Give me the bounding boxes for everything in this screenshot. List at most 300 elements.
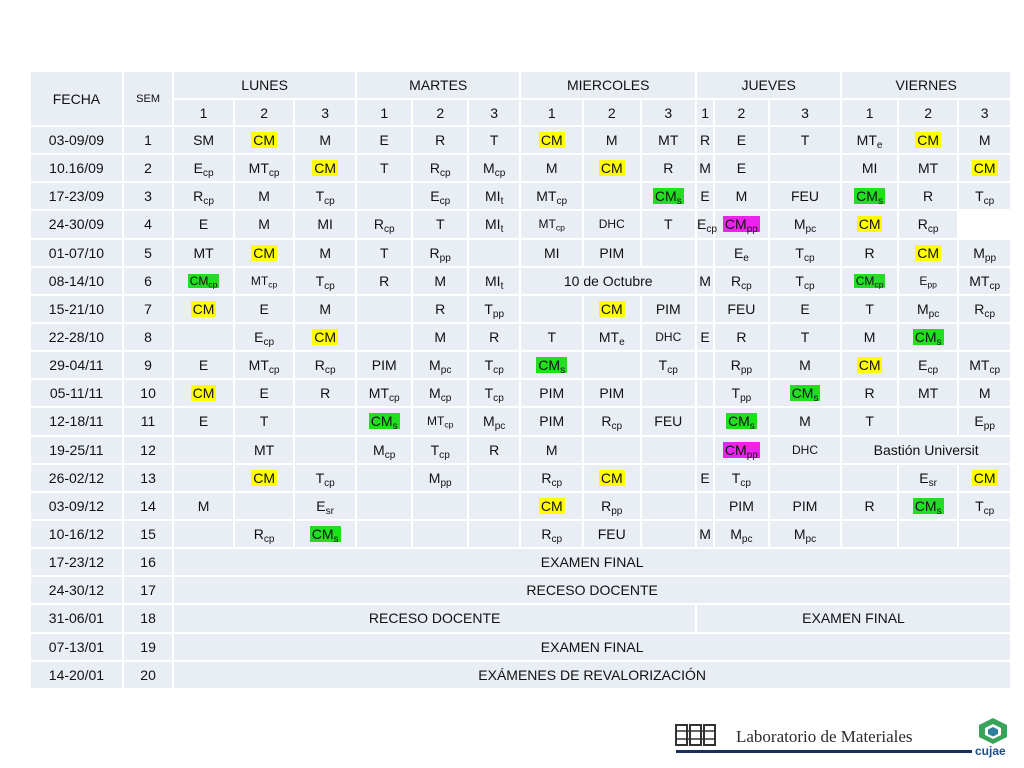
laboratory-name: Laboratorio de Materiales <box>736 727 913 746</box>
header-slot: 1 <box>841 99 898 126</box>
activity-subscript: e <box>619 337 625 349</box>
cell-text <box>919 274 937 288</box>
date-cell: 24-30/12 <box>30 576 123 604</box>
activity-code: PIM <box>371 357 397 374</box>
cell-text <box>599 385 624 401</box>
activity-subscript: cp <box>555 223 565 234</box>
activity-subscript: pp <box>740 365 753 377</box>
schedule-cell <box>641 351 697 379</box>
cell-text <box>254 329 275 349</box>
schedule-cell <box>234 436 295 464</box>
schedule-cell <box>294 126 356 154</box>
table-row <box>30 239 1011 267</box>
cell-text <box>193 132 214 148</box>
activity-subscript: pp <box>746 449 758 461</box>
cell-text <box>436 216 445 232</box>
schedule-cell <box>234 154 295 182</box>
schedule-cell <box>583 323 641 351</box>
schedule-cell <box>769 436 842 464</box>
cell-text <box>544 245 560 261</box>
cell-text <box>430 188 451 208</box>
activity-code: R <box>736 329 747 346</box>
activity-code: RECESO DOCENTE <box>368 610 501 627</box>
activity-subscript: t <box>500 196 504 208</box>
activity-code: E <box>254 329 264 346</box>
header-day-viernes: VIERNES <box>841 71 1011 99</box>
schedule-cell <box>520 239 583 267</box>
activity-subscript: pc <box>440 365 452 377</box>
schedule-cell <box>841 379 898 407</box>
activity-code: MT <box>918 160 939 177</box>
activity-subscript: pp <box>611 505 623 517</box>
header-slot: 3 <box>641 99 697 126</box>
schedule-cell <box>583 520 641 548</box>
empty-cell <box>769 464 842 492</box>
activity-code: CM <box>192 300 215 317</box>
activity-subscript: cp <box>384 449 396 461</box>
empty-cell <box>641 520 697 548</box>
week-cell: 17 <box>123 576 173 604</box>
activity-code: CM <box>724 441 747 458</box>
activity-code: T <box>435 216 445 233</box>
cell-text <box>919 469 937 489</box>
activity-code: T <box>430 441 440 458</box>
cell-text <box>865 498 875 514</box>
week-cell: 5 <box>123 239 173 267</box>
cell-text <box>654 413 682 429</box>
schedule-cell <box>583 239 641 267</box>
cell-text <box>435 301 445 317</box>
schedule-cell <box>583 295 641 323</box>
cell-text <box>727 301 755 317</box>
schedule-cell <box>173 126 234 154</box>
activity-code: MT <box>427 414 445 429</box>
table-row <box>30 436 1011 464</box>
table-row <box>30 407 1011 435</box>
activity-code: PIM <box>655 300 681 317</box>
activity-subscript: cp <box>989 280 1001 292</box>
activity-code: M <box>483 413 495 430</box>
cell-text <box>729 498 754 514</box>
cell-text <box>663 160 673 176</box>
activity-code: M <box>483 160 495 177</box>
cell-text <box>260 413 269 429</box>
highlight-badge <box>972 470 998 486</box>
cell-text <box>658 357 678 377</box>
schedule-cell <box>583 492 641 520</box>
schedule-cell <box>769 492 842 520</box>
schedule-cell <box>641 323 697 351</box>
activity-subscript: cp <box>444 420 454 431</box>
activity-subscript: cp <box>927 365 939 377</box>
date-cell: 26-02/12 <box>30 464 123 492</box>
highlight-badge <box>251 470 277 486</box>
schedule-cell <box>468 154 520 182</box>
cell-text <box>799 357 811 373</box>
activity-code: E <box>700 329 710 346</box>
schedule-cell <box>520 126 583 154</box>
activity-code: T <box>795 244 804 261</box>
schedule-cell <box>468 351 520 379</box>
highlight-badge <box>599 470 625 486</box>
highlight-badge <box>599 301 625 317</box>
cell-text <box>319 132 331 148</box>
activity-code: R <box>730 357 741 374</box>
schedule-cell <box>412 436 468 464</box>
cell-text <box>799 413 811 429</box>
activity-code: M <box>793 216 806 233</box>
schedule-cell <box>234 295 295 323</box>
cell-text <box>380 160 389 176</box>
event-receso-docente <box>173 604 696 632</box>
cell-text <box>856 132 883 152</box>
cell-text <box>478 667 706 683</box>
schedule-cell <box>696 182 714 210</box>
cell-text <box>699 160 711 176</box>
activity-code: R <box>193 188 204 205</box>
activity-code: M <box>197 497 210 514</box>
cell-text <box>874 442 979 458</box>
cell-text <box>429 357 452 377</box>
activity-code: M <box>429 357 441 374</box>
empty-cell <box>520 295 583 323</box>
schedule-cell <box>714 210 768 238</box>
date-cell: 17-23/12 <box>30 548 123 576</box>
highlight-badge <box>536 357 567 377</box>
cell-text <box>700 470 709 486</box>
empty-cell <box>696 295 714 323</box>
schedule-cell <box>520 210 583 238</box>
schedule-cell <box>234 210 295 238</box>
activity-code: SM <box>193 132 215 149</box>
schedule-cell <box>714 379 768 407</box>
activity-subscript: e <box>743 252 749 264</box>
date-cell: 31-06/01 <box>30 604 123 632</box>
activity-subscript: cp <box>927 224 939 236</box>
schedule-cell <box>412 379 468 407</box>
cell-text <box>606 132 618 148</box>
activity-code: E <box>379 132 389 149</box>
schedule-cell <box>714 520 768 548</box>
cell-text <box>793 216 817 236</box>
cell-text <box>526 582 657 598</box>
schedule-cell <box>714 154 768 182</box>
activity-code: E <box>918 357 928 374</box>
activity-code: T <box>663 216 673 233</box>
activity-code: MT <box>254 441 275 458</box>
schedule-cell <box>173 182 234 210</box>
activity-code: R <box>489 441 500 458</box>
schedule-cell <box>696 154 714 182</box>
activity-code: M <box>799 357 811 374</box>
cell-text <box>320 385 330 401</box>
empty-cell <box>696 407 714 435</box>
cell-text <box>248 160 280 180</box>
schedule-cell <box>696 210 718 238</box>
cell-text <box>599 217 625 231</box>
empty-cell <box>641 492 697 520</box>
activity-code: T <box>379 160 389 177</box>
event-examenes-de-revalorizacion <box>173 661 1011 689</box>
activity-subscript: t <box>500 224 504 236</box>
activity-code: T <box>865 300 874 317</box>
schedule-cell <box>898 351 959 379</box>
cell-text <box>427 414 454 431</box>
schedule-cell <box>468 210 520 238</box>
table-row <box>30 464 1011 492</box>
header-day-miercoles: MIERCOLES <box>520 71 696 99</box>
cell-text <box>979 132 991 148</box>
schedule-cell <box>294 492 356 520</box>
cell-text <box>369 610 500 626</box>
empty-cell <box>898 407 959 435</box>
header-day-jueves: JUEVES <box>696 71 841 99</box>
highlight-badge <box>854 188 885 208</box>
activity-code: E <box>700 188 710 205</box>
activity-subscript: cp <box>263 337 275 349</box>
event-bastion-universit <box>841 436 1011 464</box>
schedule-cell <box>958 351 1011 379</box>
activity-code: M <box>863 329 876 346</box>
cell-text <box>731 469 752 489</box>
cell-text <box>733 244 749 264</box>
cell-text <box>865 385 875 401</box>
activity-code: CM <box>654 188 677 205</box>
activity-code: M <box>973 244 985 261</box>
schedule-cell <box>641 154 697 182</box>
activity-code: R <box>663 160 674 177</box>
schedule-cell <box>583 379 641 407</box>
activity-code: E <box>697 216 707 233</box>
header-slot: 2 <box>412 99 468 126</box>
activity-code: R <box>320 385 331 402</box>
activity-code: M <box>699 272 711 289</box>
activity-subscript: cp <box>493 365 504 377</box>
cell-text <box>699 526 711 542</box>
schedule-cell <box>173 492 234 520</box>
activity-code: R <box>541 526 552 543</box>
schedule-cell <box>714 323 768 351</box>
highlight-badge <box>539 498 565 514</box>
empty-cell <box>173 464 234 492</box>
cell-text <box>730 357 753 377</box>
activity-subscript: s <box>936 505 942 517</box>
activity-subscript: cp <box>803 280 815 292</box>
activity-subscript: pc <box>741 534 753 546</box>
cell-text <box>802 610 905 626</box>
schedule-cell <box>958 154 1011 182</box>
empty-cell <box>294 407 356 435</box>
activity-subscript: cp <box>611 421 623 433</box>
schedule-cell <box>468 267 520 295</box>
schedule-cell <box>714 126 768 154</box>
event-receso-docente <box>173 576 1011 604</box>
cell-text <box>700 188 709 204</box>
activity-subscript: cp <box>551 534 563 546</box>
activity-code: FEU <box>727 300 756 317</box>
cell-text <box>317 216 333 232</box>
cell-text <box>598 526 626 542</box>
schedule-cell <box>520 436 583 464</box>
schedule-cell <box>958 126 1011 154</box>
cell-text <box>598 329 625 349</box>
activity-subscript: cp <box>383 224 395 236</box>
activity-code: MI <box>485 216 501 233</box>
week-cell: 12 <box>123 436 173 464</box>
activity-subscript: cp <box>439 196 451 208</box>
cell-text <box>655 330 681 344</box>
schedule-cell <box>234 520 295 548</box>
activity-subscript: t <box>500 280 504 292</box>
schedule-cell <box>294 182 356 210</box>
activity-code: R <box>917 216 928 233</box>
activity-code: MT <box>538 217 556 232</box>
activity-code: DHC <box>655 330 682 345</box>
activity-code: R <box>435 300 446 317</box>
cell-text <box>199 357 208 373</box>
activity-code: T <box>731 385 741 402</box>
activity-code: CM <box>973 469 996 486</box>
activity-code: CM <box>314 329 337 346</box>
cell-text <box>862 160 878 176</box>
activity-code: M <box>258 216 270 233</box>
activity-code: T <box>658 357 668 374</box>
activity-code: MT <box>969 272 990 289</box>
schedule-cell <box>468 323 520 351</box>
activity-code: R <box>429 244 440 261</box>
cell-text <box>736 329 746 345</box>
cell-text <box>193 160 214 180</box>
cell-text <box>315 188 335 208</box>
header-slot: 2 <box>714 99 768 126</box>
activity-subscript: s <box>877 196 883 208</box>
cell-text <box>483 160 506 180</box>
cell-text <box>795 244 815 264</box>
schedule-cell <box>769 520 842 548</box>
highlight-badge <box>915 132 941 148</box>
cell-text <box>969 357 1001 377</box>
activity-subscript: pc <box>928 308 940 320</box>
activity-code: E <box>700 469 710 486</box>
schedule-cell <box>173 295 234 323</box>
schedule-cell <box>468 407 520 435</box>
empty-cell <box>583 351 641 379</box>
activity-subscript: cp <box>983 196 995 208</box>
schedule-cell <box>841 154 898 182</box>
schedule-cell <box>769 239 842 267</box>
empty-cell <box>958 520 1011 548</box>
activity-code: PIM <box>599 244 625 261</box>
schedule-cell <box>234 323 295 351</box>
schedule-cell <box>294 351 356 379</box>
cell-text <box>541 639 644 655</box>
activity-code: CM <box>724 216 747 233</box>
activity-subscript: s <box>813 393 819 405</box>
activity-code: T <box>489 132 499 149</box>
empty-cell <box>696 239 714 267</box>
cell-text <box>865 413 874 429</box>
activity-subscript: sr <box>325 505 335 517</box>
table-row <box>30 604 1011 632</box>
empty-cell <box>696 379 714 407</box>
activity-subscript: pc <box>494 421 506 433</box>
activity-code: T <box>484 300 493 317</box>
activity-code: R <box>601 413 612 430</box>
header-fecha: FECHA <box>30 71 123 126</box>
schedule-cell <box>173 379 234 407</box>
activity-code: DHC <box>792 442 818 457</box>
cell-text <box>315 272 335 292</box>
schedule-cell <box>641 210 697 238</box>
activity-code: CM <box>600 300 623 317</box>
activity-subscript: cp <box>989 365 1001 377</box>
activity-code: R <box>314 357 325 374</box>
cell-text <box>193 188 214 208</box>
schedule-cell <box>958 407 1011 435</box>
cell-text <box>731 272 752 292</box>
schedule-cell <box>898 267 959 295</box>
cell-text <box>541 469 563 489</box>
schedule-cell <box>898 379 959 407</box>
schedule-cell <box>234 182 295 210</box>
activity-subscript: cp <box>803 252 815 264</box>
header-slot: 2 <box>234 99 295 126</box>
schedule-cell <box>412 154 468 182</box>
table-row <box>30 210 1011 238</box>
cell-text <box>700 329 709 345</box>
cell-text <box>429 160 451 180</box>
activity-code: T <box>315 272 325 289</box>
cell-text <box>435 132 445 148</box>
activity-code: MT <box>918 385 939 402</box>
activity-code: CM <box>540 497 563 514</box>
activity-subscript: pc <box>805 534 817 546</box>
event-examen-final <box>173 633 1011 661</box>
activity-code: T <box>800 132 810 149</box>
schedule-table <box>29 70 1012 690</box>
week-cell: 4 <box>123 210 173 238</box>
cell-text <box>730 526 753 546</box>
date-cell: 14-20/01 <box>30 661 123 689</box>
activity-code: MT <box>368 385 389 402</box>
activity-code: PIM <box>792 497 818 514</box>
schedule-cell <box>714 267 768 295</box>
empty-cell <box>696 492 714 520</box>
schedule-cell <box>898 210 959 238</box>
laboratory-logo-icon <box>676 723 716 747</box>
schedule-cell <box>958 464 1011 492</box>
date-cell: 03-09/12 <box>30 492 123 520</box>
activity-code: CM <box>600 160 623 177</box>
activity-code: E <box>259 300 269 317</box>
schedule-cell <box>841 126 898 154</box>
activity-code: T <box>259 413 269 430</box>
activity-code: MI <box>485 272 501 289</box>
schedule-cell <box>714 464 768 492</box>
activity-subscript: cp <box>740 477 752 489</box>
schedule-cell <box>173 154 234 182</box>
header-slot: 1 <box>696 99 714 126</box>
activity-code: CM <box>858 216 881 233</box>
highlight-badge <box>913 497 944 517</box>
schedule-cell <box>468 182 520 210</box>
activity-subscript: cp <box>203 196 214 208</box>
activity-subscript: pp <box>983 421 995 433</box>
highlight-badge <box>653 188 684 208</box>
cell-text <box>918 160 938 176</box>
activity-code: CM <box>858 357 881 374</box>
cell-text <box>918 357 939 377</box>
